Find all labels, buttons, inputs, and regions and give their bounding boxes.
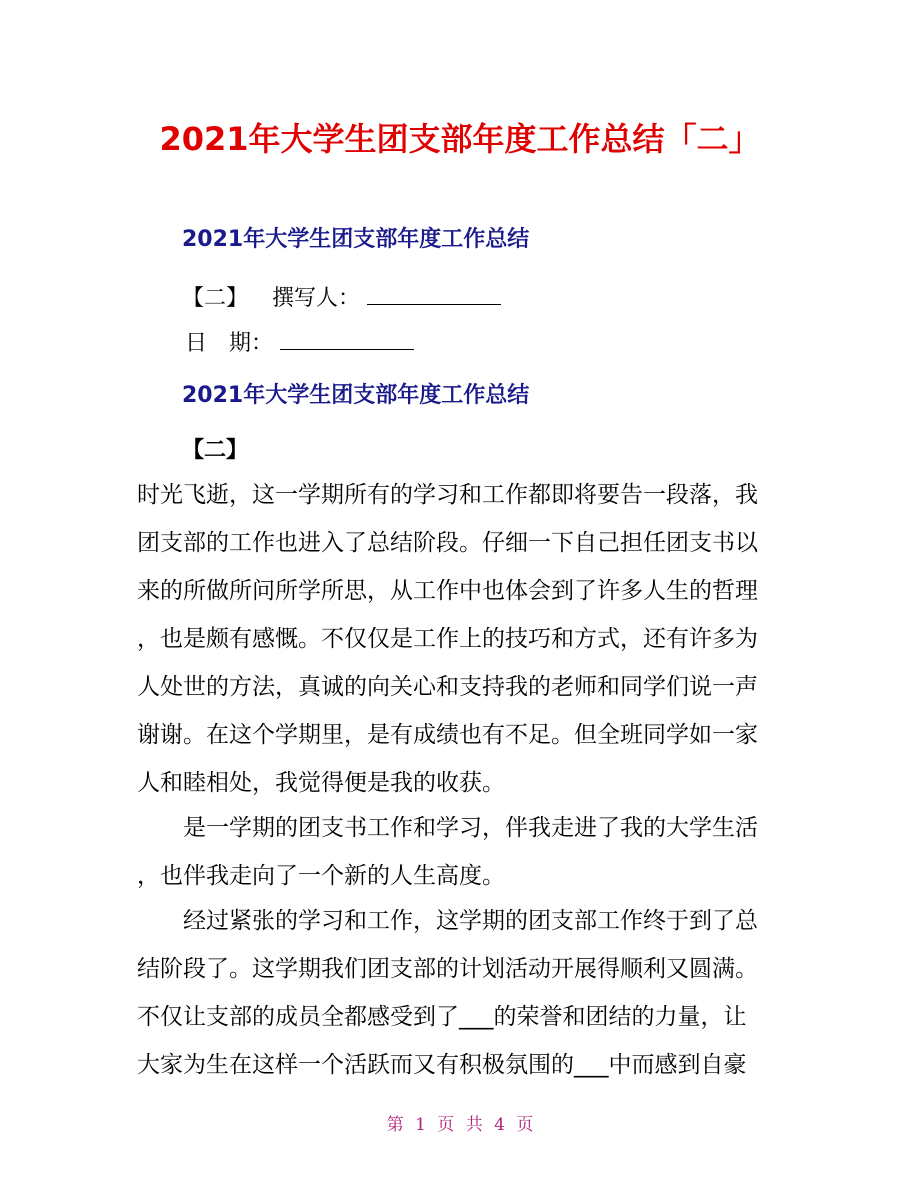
paragraph-1: [137, 471, 787, 807]
text-line: ，也是颇有感慨。不仅仅是工作上的技巧和方式，还有许多为: [137, 626, 758, 652]
date-label: 日 期：: [185, 331, 274, 356]
text-line: 是一学期的团支书工作和学习，伴我走进了我的大学生活: [183, 815, 758, 841]
text-line: 人处世的方法，真诚的向关心和支持我的老师和同学们说一声: [137, 674, 758, 700]
footer-gong: 共: [465, 1115, 483, 1135]
footer-ye: 页: [437, 1115, 455, 1135]
text-line: 谢谢。在这个学期里，是有成绩也有不足。但全班同学如一家: [137, 722, 758, 748]
section-marker: 【二】: [182, 438, 249, 463]
text-line: 经过紧张的学习和工作，这学期的团支部工作终于到了总: [183, 908, 758, 934]
page-total: 4: [494, 1115, 505, 1135]
author-blank: [367, 282, 501, 305]
paragraph-2: [137, 804, 787, 900]
footer-di: 第: [386, 1115, 404, 1135]
document-title: 2021年大学生团支部年度工作总结「二」: [159, 120, 761, 158]
text-line: ，也伴我走向了一个新的人生高度。: [137, 863, 505, 889]
text-line: 时光飞逝，这一学期所有的学习和工作都即将要告一段落，我: [137, 482, 758, 508]
text-line: 结阶段了。这学期我们团支部的计划活动开展得顺利又圆满。: [137, 956, 758, 982]
text-line: 团支部的工作也进入了总结阶段。仔细一下自己担任团支书以: [137, 530, 758, 556]
page-footer: [0, 1112, 920, 1138]
subheading-2: 2021年大学生团支部年度工作总结: [182, 383, 530, 408]
text-line: 不仅让支部的成员全都感受到了___的荣誉和团结的力量，让: [137, 1004, 747, 1030]
author-label: 撰写人：: [272, 286, 361, 311]
paragraph-3: [137, 897, 787, 1089]
page-number: 1: [415, 1115, 426, 1135]
date-line: [185, 327, 414, 359]
text-line: 人和睦相处，我觉得便是我的收获。: [137, 770, 505, 796]
author-line: [182, 282, 501, 314]
text-line: 来的所做所问所学所思，从工作中也体会到了许多人生的哲理: [137, 578, 758, 604]
author-prefix: 【二】: [182, 286, 249, 311]
date-blank: [280, 327, 414, 350]
footer-ye-2: 页: [516, 1115, 534, 1135]
text-line: 大家为生在这样一个活跃而又有积极氛围的___中而感到自豪: [137, 1052, 747, 1078]
subheading-1: 2021年大学生团支部年度工作总结: [182, 227, 530, 252]
